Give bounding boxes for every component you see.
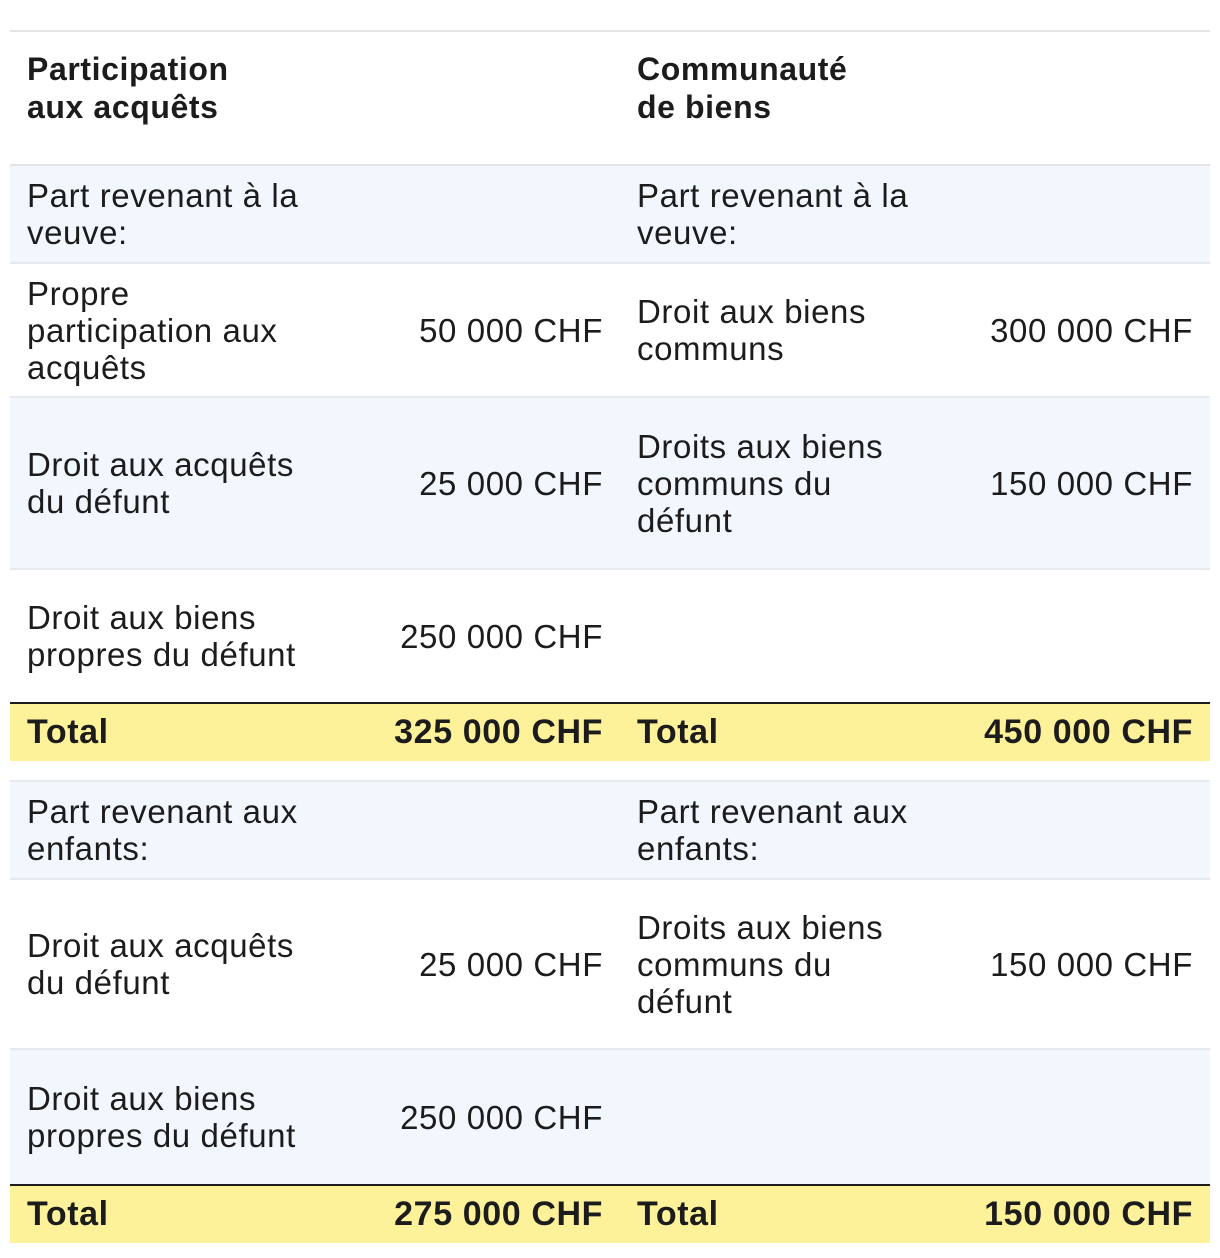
row-amount: 25 000 CHF [320, 397, 620, 569]
table-row [10, 569, 1210, 703]
row-label: Droit aux biens propres du défunt [10, 569, 320, 703]
children-total-row [10, 1185, 1210, 1243]
table-row [10, 397, 1210, 569]
row-amount: 250 000 CHF [320, 1049, 620, 1185]
widow-total-row [10, 703, 1210, 761]
row-label: Droit aux biens propres du défunt [10, 1049, 320, 1185]
row-amount [930, 1049, 1210, 1185]
section-gap-cell [10, 761, 1210, 781]
communaute-de-biens-heading: Communauté de biens [620, 31, 930, 165]
total-label: Total [620, 1185, 930, 1243]
children-heading-left: Part revenant aux enfants: [10, 781, 320, 879]
header-spacer [320, 31, 620, 165]
table-row [10, 879, 1210, 1049]
total-amount: 325 000 CHF [320, 703, 620, 761]
empty-cell [320, 781, 620, 879]
widow-heading-right: Part revenant à la veuve: [620, 165, 930, 263]
widow-section-heading-row [10, 165, 1210, 263]
row-label: Droit aux biens communs [620, 263, 930, 397]
row-amount: 25 000 CHF [320, 879, 620, 1049]
total-amount: 150 000 CHF [930, 1185, 1210, 1243]
section-gap [10, 761, 1210, 781]
row-amount: 300 000 CHF [930, 263, 1210, 397]
row-label [620, 1049, 930, 1185]
children-section-heading-row [10, 781, 1210, 879]
row-amount: 50 000 CHF [320, 263, 620, 397]
row-label [620, 569, 930, 703]
row-amount [930, 569, 1210, 703]
row-label: Droit aux acquêts du défunt [10, 397, 320, 569]
comparison-table-container [10, 30, 1210, 1243]
row-label: Propre participation aux acquêts [10, 263, 320, 397]
table-row [10, 263, 1210, 397]
row-amount: 150 000 CHF [930, 397, 1210, 569]
row-amount: 150 000 CHF [930, 879, 1210, 1049]
empty-cell [930, 781, 1210, 879]
matrimonial-regime-comparison-table [10, 30, 1210, 1243]
header-spacer [930, 31, 1210, 165]
total-label: Total [10, 1185, 320, 1243]
empty-cell [320, 165, 620, 263]
row-amount: 250 000 CHF [320, 569, 620, 703]
empty-cell [930, 165, 1210, 263]
row-label: Droits aux biens communs du défunt [620, 879, 930, 1049]
table-row [10, 1049, 1210, 1185]
total-amount: 275 000 CHF [320, 1185, 620, 1243]
total-label: Total [620, 703, 930, 761]
participation-aux-acquets-heading: Participation aux acquêts [10, 31, 320, 165]
total-label: Total [10, 703, 320, 761]
row-label: Droits aux biens communs du défunt [620, 397, 930, 569]
children-heading-right: Part revenant aux enfants: [620, 781, 930, 879]
row-label: Droit aux acquêts du défunt [10, 879, 320, 1049]
total-amount: 450 000 CHF [930, 703, 1210, 761]
widow-heading-left: Part revenant à la veuve: [10, 165, 320, 263]
table-header-row [10, 31, 1210, 165]
